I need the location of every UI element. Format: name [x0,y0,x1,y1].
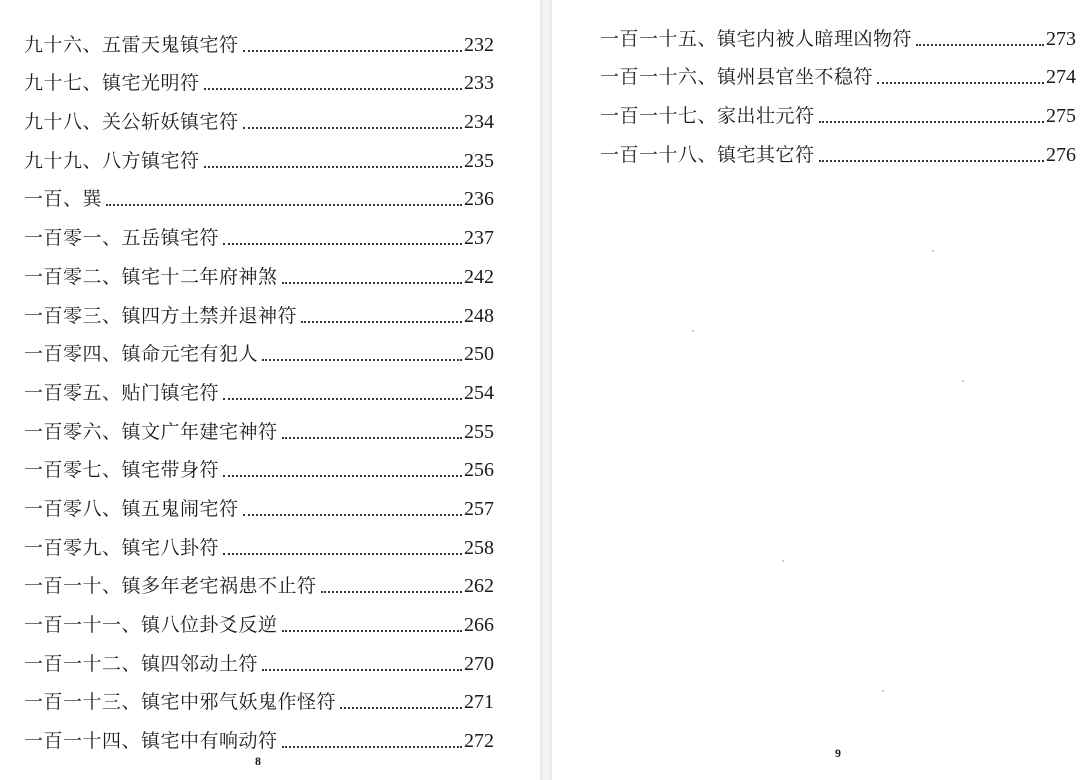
page-number: 8 [255,754,261,768]
dot-leader [223,553,462,555]
toc-entry-page: 271 [464,691,494,714]
toc-entry-page: 256 [464,459,494,482]
toc-entry [24,370,494,409]
toc-entry [24,293,494,332]
toc-entry-title: 一百零二、镇宅十二年府神煞 [24,265,278,288]
toc-entry-title: 一百零七、镇宅带身符 [24,459,220,482]
toc-entry-title: 一百一十二、镇四邻动土符 [24,652,259,675]
toc-entry-title: 一百零三、镇四方土禁并退神符 [24,304,298,327]
dot-leader [243,514,462,516]
toc-entry [600,93,1076,132]
toc-entry-title: 九十八、关公斩妖镇宅符 [24,111,239,134]
toc-entry-page: 266 [464,614,494,636]
toc-entry [24,525,494,564]
dot-leader [877,82,1044,84]
dot-leader [301,321,462,323]
toc-entry-page: 273 [1046,27,1076,50]
toc-entry-page: 235 [464,149,494,172]
toc-list-right [600,16,1076,171]
toc-list-left [24,22,494,757]
toc-entry-title: 一百一十七、家出壮元符 [600,105,815,128]
toc-entry-title: 一百一十六、镇州县官坐不稳符 [600,66,874,89]
dot-leader [106,204,462,206]
toc-entry-title: 一百一十八、镇宅其它符 [600,143,815,166]
toc-entry-title: 一百零八、镇五鬼闹宅符 [24,497,239,520]
left-page [0,0,540,780]
toc-entry-page: 274 [1046,66,1076,89]
dot-leader [321,591,462,593]
scan-speck [882,690,884,692]
dot-leader [282,437,462,439]
dot-leader [204,166,462,168]
scan-speck [932,250,934,252]
toc-entry-title: 一百零一、五岳镇宅符 [24,227,220,250]
toc-entry-title: 一百零九、镇宅八卦符 [24,536,220,559]
toc-entry-page: 232 [464,33,494,56]
dot-leader [262,669,462,671]
toc-entry-title: 九十九、八方镇宅符 [24,149,200,172]
toc-entry-page: 275 [1046,105,1076,128]
toc-entry-title: 一百零六、镇文广年建宅神符 [24,420,278,443]
scan-speck [962,380,964,382]
toc-entry-page: 242 [464,265,494,288]
page-number: 9 [835,746,841,760]
toc-entry-title: 一百、巽 [24,188,103,211]
toc-entry [24,99,494,138]
toc-entry-title: 九十七、镇宅光明符 [24,72,200,95]
dot-leader [819,121,1044,123]
toc-entry [24,680,494,719]
toc-entry-title: 九十六、五雷天鬼镇宅符 [24,33,239,56]
toc-entry-title: 一百零五、贴门镇宅符 [24,381,220,404]
toc-entry [24,254,494,293]
toc-entry-page: 254 [464,381,494,404]
toc-entry-title: 一百一十五、镇宅内被人暗理凶物符 [600,27,913,50]
toc-entry-title: 一百一十、镇多年老宅祸患不止符 [24,575,317,598]
toc-entry-page: 258 [464,536,494,559]
toc-entry-title: 一百一十三、镇宅中邪气妖鬼作怪符 [24,691,337,714]
toc-entry [600,132,1076,171]
right-page [552,0,1091,780]
toc-entry [24,138,494,177]
toc-entry-page: 234 [464,111,494,134]
toc-entry [24,177,494,216]
scan-speck [782,560,784,562]
toc-entry [600,55,1076,94]
toc-entry-page: 270 [464,652,494,675]
toc-entry-page: 250 [464,343,494,366]
dot-leader [262,359,462,361]
scan-speck [692,330,694,332]
toc-entry-page: 272 [464,730,494,753]
toc-entry-page: 236 [464,188,494,211]
dot-leader [340,707,462,709]
dot-leader [282,746,462,748]
toc-entry-page: 262 [464,575,494,598]
toc-entry [24,215,494,254]
book-gutter [540,0,552,780]
toc-entry [24,486,494,525]
toc-entry-page: 276 [1046,143,1076,166]
dot-leader [916,44,1044,46]
dot-leader [243,127,462,129]
toc-entry [24,332,494,371]
dot-leader [204,88,462,90]
toc-entry-page: 255 [464,420,494,443]
dot-leader [282,630,462,632]
toc-entry [24,718,494,757]
toc-entry-title: 一百一十一、镇八位卦爻反逆 [24,614,278,636]
toc-entry [24,641,494,680]
dot-leader [223,475,462,477]
toc-entry [24,602,494,641]
toc-entry [24,61,494,100]
toc-entry-page: 248 [464,304,494,327]
toc-entry-page: 233 [464,72,494,95]
toc-entry-page: 237 [464,227,494,250]
dot-leader [819,160,1044,162]
toc-entry-page: 257 [464,497,494,520]
dot-leader [223,398,462,400]
toc-entry [24,448,494,487]
toc-entry [24,22,494,61]
toc-entry-title: 一百零四、镇命元宅有犯人 [24,343,259,366]
dot-leader [223,243,462,245]
toc-entry-title: 一百一十四、镇宅中有响动符 [24,730,278,753]
toc-entry [24,409,494,448]
toc-entry [600,16,1076,55]
dot-leader [282,282,462,284]
dot-leader [243,50,462,52]
toc-entry [24,564,494,603]
